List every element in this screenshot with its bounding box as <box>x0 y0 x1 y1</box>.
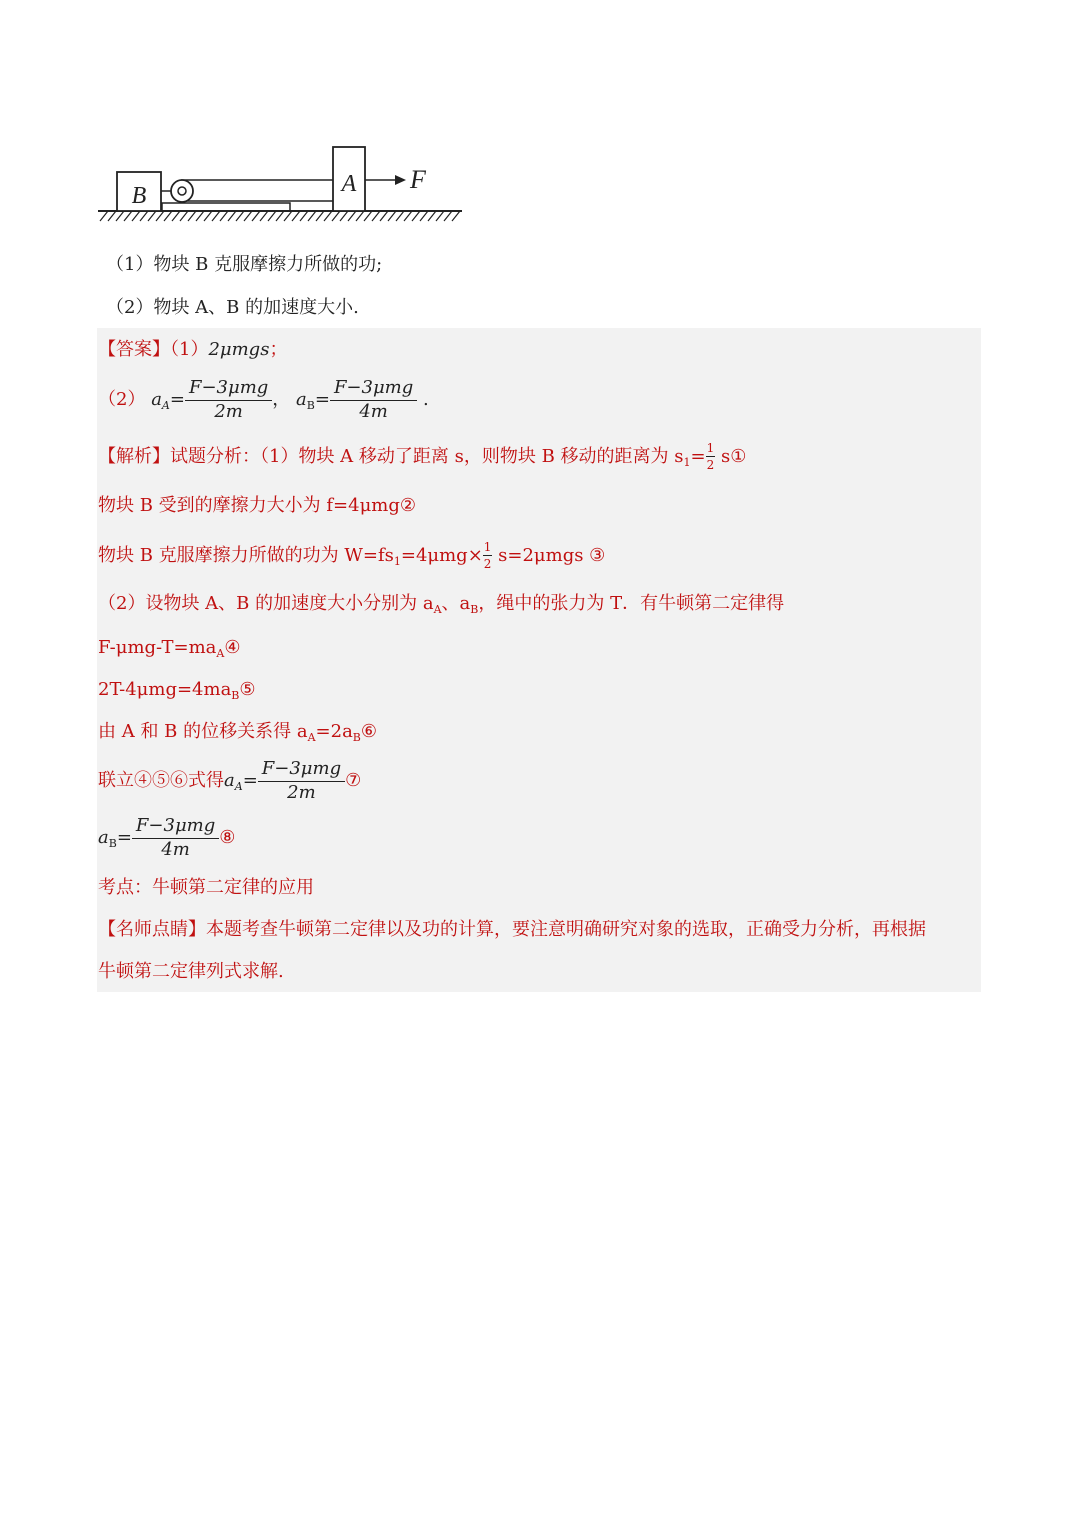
analysis-aB-symbol: a <box>98 827 109 848</box>
analysis-line-9 <box>98 815 235 867</box>
analysis-aB-den: 4m <box>161 838 190 860</box>
teacher-l1: 本题考查牛顿第二定律以及功的计算，要注意明确研究对象的选取，正确受力分析，再根据 <box>206 919 926 940</box>
analysis-l3-a: 物块 B 克服摩擦力所做的功为 W=fs <box>98 545 394 566</box>
analysis-aA-fraction <box>258 757 345 803</box>
analysis-line-6 <box>98 677 256 709</box>
question-1: （1）物块 B 克服摩擦力所做的功; <box>106 254 383 275</box>
answer-tag: 【答案】 <box>98 339 170 360</box>
analysis-l1-end: s① <box>720 446 747 467</box>
analysis-line-8 <box>98 758 361 810</box>
answer-p2-prefix: （2） <box>98 389 146 410</box>
half-den: 2 <box>706 458 715 472</box>
analysis-line-2: 物块 B 受到的摩擦力大小为 f=4μmg② <box>98 495 417 516</box>
analysis-aB-sub: B <box>108 837 117 850</box>
aA-numerator: F−3μmg <box>185 379 272 401</box>
answer-aA-formula: $a_A=$ $\frac{\text{F−3μmg}}{2m}$ <box>151 389 272 410</box>
analysis-l4-a: （2）设物块 A、B 的加速度大小分别为 a <box>98 593 434 614</box>
physics-diagram <box>90 130 470 230</box>
analysis-l6-sub: B <box>231 689 240 702</box>
analysis-line-3 <box>98 540 605 578</box>
pulley-axle-icon <box>178 187 186 195</box>
force-label: F <box>410 165 426 194</box>
analysis-line-1 <box>98 442 746 478</box>
answer-line-2 <box>98 378 429 428</box>
half-fraction-2 <box>483 541 493 570</box>
answer-p1-prefix: （1） <box>170 339 209 360</box>
analysis-l5-sub: A <box>216 647 225 660</box>
aA-symbol: a <box>151 389 162 410</box>
analysis-l3-sub: 1 <box>393 555 401 568</box>
analysis-aA-num: F−3μmg <box>258 760 345 782</box>
aA-sub: A <box>161 399 170 412</box>
analysis-l3-b: =4μmg× <box>400 545 483 566</box>
half-fraction <box>706 442 716 471</box>
aA-denominator: 2m <box>214 400 243 422</box>
analysis-aB-formula: $a_B=$ $\frac{\text{F−3μmg}}{4m}$ <box>98 827 219 848</box>
answer-line-1 <box>98 337 287 363</box>
aA-fraction <box>185 376 272 422</box>
analysis-line-4 <box>98 591 784 623</box>
analysis-aB-num: F−3μmg <box>132 817 219 839</box>
analysis-l4-subA: A <box>433 603 442 616</box>
arrow-right-icon <box>395 175 406 185</box>
analysis-tag: 【解析】 <box>98 446 170 467</box>
answer-p1-value: 2μmgs <box>208 339 270 360</box>
block-b-label: B <box>131 183 147 209</box>
plank <box>162 203 290 211</box>
analysis-l4-subB: B <box>470 603 479 616</box>
analysis-l6-a: 2T-4μmg=4ma <box>98 679 232 700</box>
block-a-label: A <box>341 171 357 197</box>
aB-symbol: a <box>296 389 307 410</box>
aB-fraction <box>330 376 417 422</box>
answer-end: . <box>422 389 429 410</box>
teacher-line-2: 牛顿第二定律列式求解. <box>98 961 284 982</box>
answer-p1-suffix: ； <box>269 339 288 360</box>
answer-aB-formula: $a_B=$ $\frac{\text{F−3μmg}}{4m}$ <box>296 389 417 410</box>
analysis-l5-b: ④ <box>224 637 241 658</box>
analysis-l7-c: ⑥ <box>360 721 378 742</box>
half-den-2: 2 <box>483 557 492 571</box>
analysis-l3-c: s=2μmgs ③ <box>498 545 606 566</box>
teacher-line-1 <box>98 917 926 943</box>
question-2: （2）物块 A、B 的加速度大小. <box>106 297 359 318</box>
aB-denominator: 4m <box>359 400 388 422</box>
analysis-l7-subA: A <box>307 731 316 744</box>
answer-separator: ， <box>272 389 291 410</box>
analysis-l8-a: 联立④⑤⑥式得 <box>98 770 224 791</box>
analysis-l9-end: ⑧ <box>219 827 236 848</box>
analysis-point: 考点：牛顿第二定律的应用 <box>98 877 314 898</box>
analysis-aB-fraction <box>132 814 219 860</box>
aB-numerator: F−3μmg <box>330 379 417 401</box>
analysis-l6-b: ⑤ <box>239 679 256 700</box>
analysis-l5-a: F-μmg-T=ma <box>98 637 217 658</box>
analysis-aA-sub: A <box>234 780 243 793</box>
analysis-l1-eq: = <box>690 446 706 467</box>
half-num-2: 1 <box>483 540 492 555</box>
teacher-tag: 【名师点睛】 <box>98 919 206 940</box>
aB-sub: B <box>306 399 315 412</box>
analysis-l4-b: 、a <box>441 593 471 614</box>
ground-hatching <box>100 211 460 221</box>
analysis-l7-b: =2a <box>315 721 353 742</box>
analysis-aA-formula: $a_A=$ $\frac{\text{F−3μmg}}{2m}$ <box>224 770 345 791</box>
half-num: 1 <box>706 441 715 456</box>
analysis-l1-text: 试题分析：（1）物块 A 移动了距离 s，则物块 B 移动的距离为 s <box>170 446 684 467</box>
analysis-l1-sub: 1 <box>683 456 691 469</box>
analysis-aA-symbol: a <box>224 770 235 791</box>
analysis-l7-a: 由 A 和 B 的位移关系得 a <box>98 721 308 742</box>
analysis-l8-end: ⑦ <box>345 770 362 791</box>
analysis-aA-den: 2m <box>287 781 316 803</box>
analysis-l7-subB: B <box>352 731 361 744</box>
analysis-line-5 <box>98 635 240 667</box>
analysis-l4-c: ，绳中的张力为 T．有牛顿第二定律得 <box>478 593 785 614</box>
analysis-line-7 <box>98 719 377 751</box>
